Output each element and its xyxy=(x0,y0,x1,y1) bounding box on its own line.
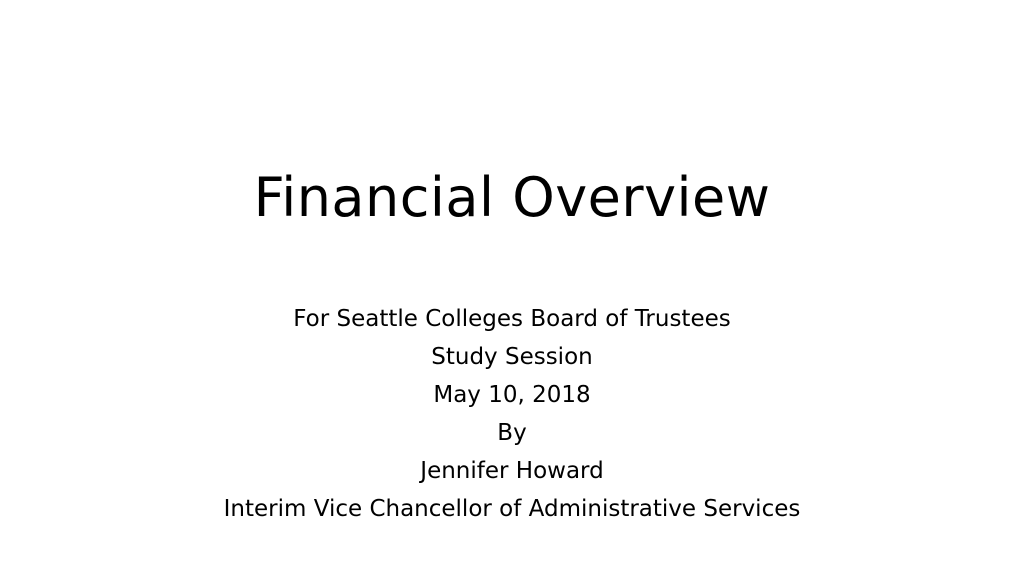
subtitle-line-3: May 10, 2018 xyxy=(433,382,591,408)
subtitle-line-5: Jennifer Howard xyxy=(420,458,604,484)
subtitle-line-1: For Seattle Colleges Board of Trustees xyxy=(293,306,731,332)
page-title: Financial Overview xyxy=(253,166,771,229)
subtitle-placeholder xyxy=(0,300,1024,528)
title-placeholder xyxy=(0,168,1024,227)
subtitle-line-2: Study Session xyxy=(431,344,593,370)
subtitle-line-6: Interim Vice Chancellor of Administrative Services xyxy=(223,496,801,522)
subtitle-line-4: By xyxy=(497,420,527,446)
